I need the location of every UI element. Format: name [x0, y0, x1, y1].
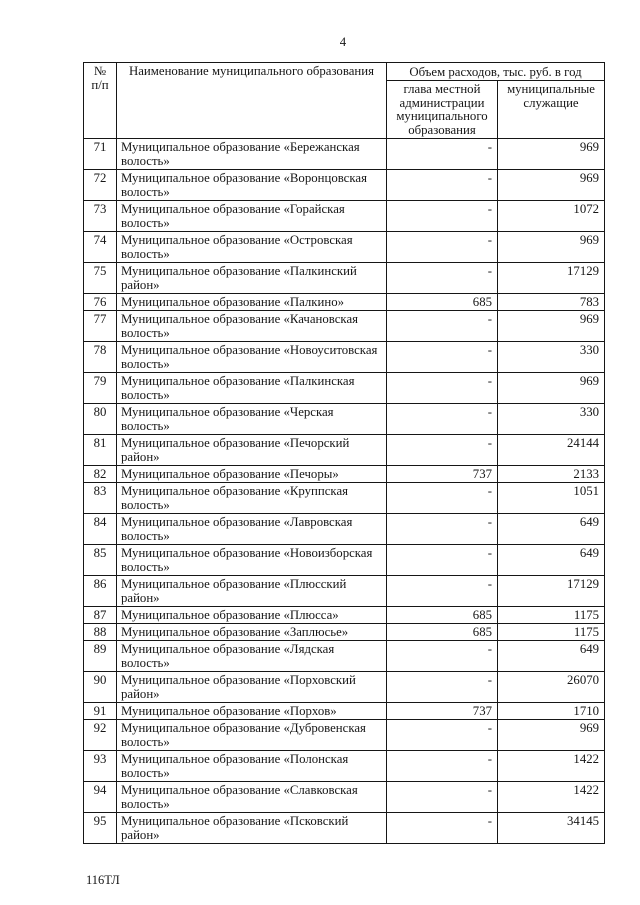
- head-expense-cell: -: [387, 342, 498, 373]
- table-row: [84, 672, 605, 703]
- row-number-cell: 86: [84, 576, 117, 607]
- head-expense-cell: -: [387, 483, 498, 514]
- row-number-cell: 75: [84, 263, 117, 294]
- municipality-name-cell: Муниципальное образование «Воронцовская волость»: [117, 170, 387, 201]
- staff-expense-cell: 969: [498, 373, 605, 404]
- municipality-name-cell: Муниципальное образование «Заплюсье»: [117, 624, 387, 641]
- head-expense-cell: -: [387, 232, 498, 263]
- table-row: [84, 641, 605, 672]
- row-number-cell: 94: [84, 782, 117, 813]
- municipality-name-cell: Муниципальное образование «Палкинский район»: [117, 263, 387, 294]
- table-row: [84, 404, 605, 435]
- row-number-cell: 83: [84, 483, 117, 514]
- head-expense-cell: -: [387, 545, 498, 576]
- column-header-number: [84, 63, 117, 139]
- table-row: [84, 311, 605, 342]
- municipality-name-cell: Муниципальное образование «Дубровенская волость»: [117, 720, 387, 751]
- table-row: [84, 466, 605, 483]
- row-number-cell: 80: [84, 404, 117, 435]
- head-expense-cell: -: [387, 720, 498, 751]
- staff-expense-cell: 26070: [498, 672, 605, 703]
- staff-expense-cell: 17129: [498, 576, 605, 607]
- head-expense-cell: -: [387, 311, 498, 342]
- table-row: [84, 751, 605, 782]
- head-expense-cell: -: [387, 782, 498, 813]
- table-row: [84, 607, 605, 624]
- head-expense-cell: -: [387, 435, 498, 466]
- staff-expense-cell: 969: [498, 139, 605, 170]
- row-number-cell: 84: [84, 514, 117, 545]
- row-number-cell: 87: [84, 607, 117, 624]
- document-code: 116ТЛ: [86, 873, 120, 887]
- row-number-cell: 92: [84, 720, 117, 751]
- row-number-cell: 78: [84, 342, 117, 373]
- head-expense-cell: -: [387, 373, 498, 404]
- head-expense-cell: -: [387, 751, 498, 782]
- row-number-cell: 72: [84, 170, 117, 201]
- municipality-name-cell: Муниципальное образование «Качановская волость»: [117, 311, 387, 342]
- column-header-number-line2: п/п: [91, 78, 109, 92]
- municipality-name-cell: Муниципальное образование «Полонская волость»: [117, 751, 387, 782]
- row-number-cell: 81: [84, 435, 117, 466]
- row-number-cell: 73: [84, 201, 117, 232]
- row-number-cell: 91: [84, 703, 117, 720]
- municipality-name-cell: Муниципальное образование «Плюсса»: [117, 607, 387, 624]
- municipality-name-cell: Муниципальное образование «Порховский район»: [117, 672, 387, 703]
- municipality-name-cell: Муниципальное образование «Лядская волость»: [117, 641, 387, 672]
- staff-expense-cell: 1175: [498, 624, 605, 641]
- table-header: [84, 63, 605, 139]
- municipality-name-cell: Муниципальное образование «Палкино»: [117, 294, 387, 311]
- head-expense-cell: 685: [387, 607, 498, 624]
- staff-expense-cell: 649: [498, 641, 605, 672]
- head-expense-cell: -: [387, 404, 498, 435]
- head-expense-cell: -: [387, 139, 498, 170]
- table-row: [84, 294, 605, 311]
- municipality-name-cell: Муниципальное образование «Черская волость»: [117, 404, 387, 435]
- page-number: 4: [339, 35, 347, 49]
- table-row: [84, 342, 605, 373]
- table-row: [84, 782, 605, 813]
- staff-expense-cell: 2133: [498, 466, 605, 483]
- table-row: [84, 624, 605, 641]
- table-row: [84, 514, 605, 545]
- head-expense-cell: -: [387, 514, 498, 545]
- head-expense-cell: 737: [387, 466, 498, 483]
- column-header-expenses: Объем расходов, тыс. руб. в год: [387, 63, 605, 81]
- head-expense-cell: -: [387, 813, 498, 844]
- row-number-cell: 90: [84, 672, 117, 703]
- municipality-name-cell: Муниципальное образование «Порхов»: [117, 703, 387, 720]
- municipality-name-cell: Муниципальное образование «Лавровская волость»: [117, 514, 387, 545]
- municipality-name-cell: Муниципальное образование «Плюсский район»: [117, 576, 387, 607]
- table-row: [84, 703, 605, 720]
- staff-expense-cell: 1051: [498, 483, 605, 514]
- table-row: [84, 483, 605, 514]
- head-expense-cell: -: [387, 201, 498, 232]
- staff-expense-cell: 969: [498, 311, 605, 342]
- row-number-cell: 77: [84, 311, 117, 342]
- staff-expense-cell: 649: [498, 514, 605, 545]
- column-header-number-line1: №: [93, 64, 107, 78]
- table-row: [84, 201, 605, 232]
- table-row: [84, 170, 605, 201]
- head-expense-cell: -: [387, 170, 498, 201]
- table-row: [84, 720, 605, 751]
- staff-expense-cell: 1175: [498, 607, 605, 624]
- municipality-name-cell: Муниципальное образование «Новоуситовская волость»: [117, 342, 387, 373]
- staff-expense-cell: 1422: [498, 782, 605, 813]
- municipality-name-cell: Муниципальное образование «Островская волость»: [117, 232, 387, 263]
- row-number-cell: 88: [84, 624, 117, 641]
- row-number-cell: 93: [84, 751, 117, 782]
- municipality-name-cell: Муниципальное образование «Печорский район»: [117, 435, 387, 466]
- row-number-cell: 85: [84, 545, 117, 576]
- row-number-cell: 89: [84, 641, 117, 672]
- row-number-cell: 74: [84, 232, 117, 263]
- head-expense-cell: 685: [387, 294, 498, 311]
- staff-expense-cell: 17129: [498, 263, 605, 294]
- staff-expense-cell: 330: [498, 404, 605, 435]
- table-row: [84, 576, 605, 607]
- header-row-top: [84, 63, 605, 81]
- staff-expense-cell: 24144: [498, 435, 605, 466]
- municipality-name-cell: Муниципальное образование «Горайская волость»: [117, 201, 387, 232]
- row-number-cell: 79: [84, 373, 117, 404]
- municipality-name-cell: Муниципальное образование «Палкинская волость»: [117, 373, 387, 404]
- table-row: [84, 373, 605, 404]
- municipality-name-cell: Муниципальное образование «Новоизборская волость»: [117, 545, 387, 576]
- row-number-cell: 71: [84, 139, 117, 170]
- row-number-cell: 82: [84, 466, 117, 483]
- staff-expense-cell: 1072: [498, 201, 605, 232]
- head-expense-cell: -: [387, 576, 498, 607]
- table-row: [84, 545, 605, 576]
- municipality-name-cell: Муниципальное образование «Псковский район»: [117, 813, 387, 844]
- head-expense-cell: -: [387, 263, 498, 294]
- table-row: [84, 232, 605, 263]
- staff-expense-cell: 1710: [498, 703, 605, 720]
- column-header-head-of-administration: глава местной администрации муниципального образования: [387, 81, 498, 139]
- staff-expense-cell: 34145: [498, 813, 605, 844]
- staff-expense-cell: 969: [498, 170, 605, 201]
- municipality-name-cell: Муниципальное образование «Печоры»: [117, 466, 387, 483]
- column-header-name: Наименование муниципального образования: [117, 63, 387, 139]
- head-expense-cell: 685: [387, 624, 498, 641]
- staff-expense-cell: 969: [498, 720, 605, 751]
- head-expense-cell: 737: [387, 703, 498, 720]
- staff-expense-cell: 783: [498, 294, 605, 311]
- municipality-name-cell: Муниципальное образование «Круппская волость»: [117, 483, 387, 514]
- staff-expense-cell: 969: [498, 232, 605, 263]
- table-row: [84, 139, 605, 170]
- row-number-cell: 76: [84, 294, 117, 311]
- table-body: [84, 139, 605, 844]
- municipality-name-cell: Муниципальное образование «Славковская волость»: [117, 782, 387, 813]
- head-expense-cell: -: [387, 672, 498, 703]
- table-row: [84, 435, 605, 466]
- staff-expense-cell: 330: [498, 342, 605, 373]
- expenses-table: [83, 62, 605, 844]
- head-expense-cell: -: [387, 641, 498, 672]
- table-row: [84, 263, 605, 294]
- municipality-name-cell: Муниципальное образование «Бережанская волость»: [117, 139, 387, 170]
- staff-expense-cell: 1422: [498, 751, 605, 782]
- staff-expense-cell: 649: [498, 545, 605, 576]
- column-header-municipal-staff: муниципальные служащие: [498, 81, 605, 139]
- row-number-cell: 95: [84, 813, 117, 844]
- table-row: [84, 813, 605, 844]
